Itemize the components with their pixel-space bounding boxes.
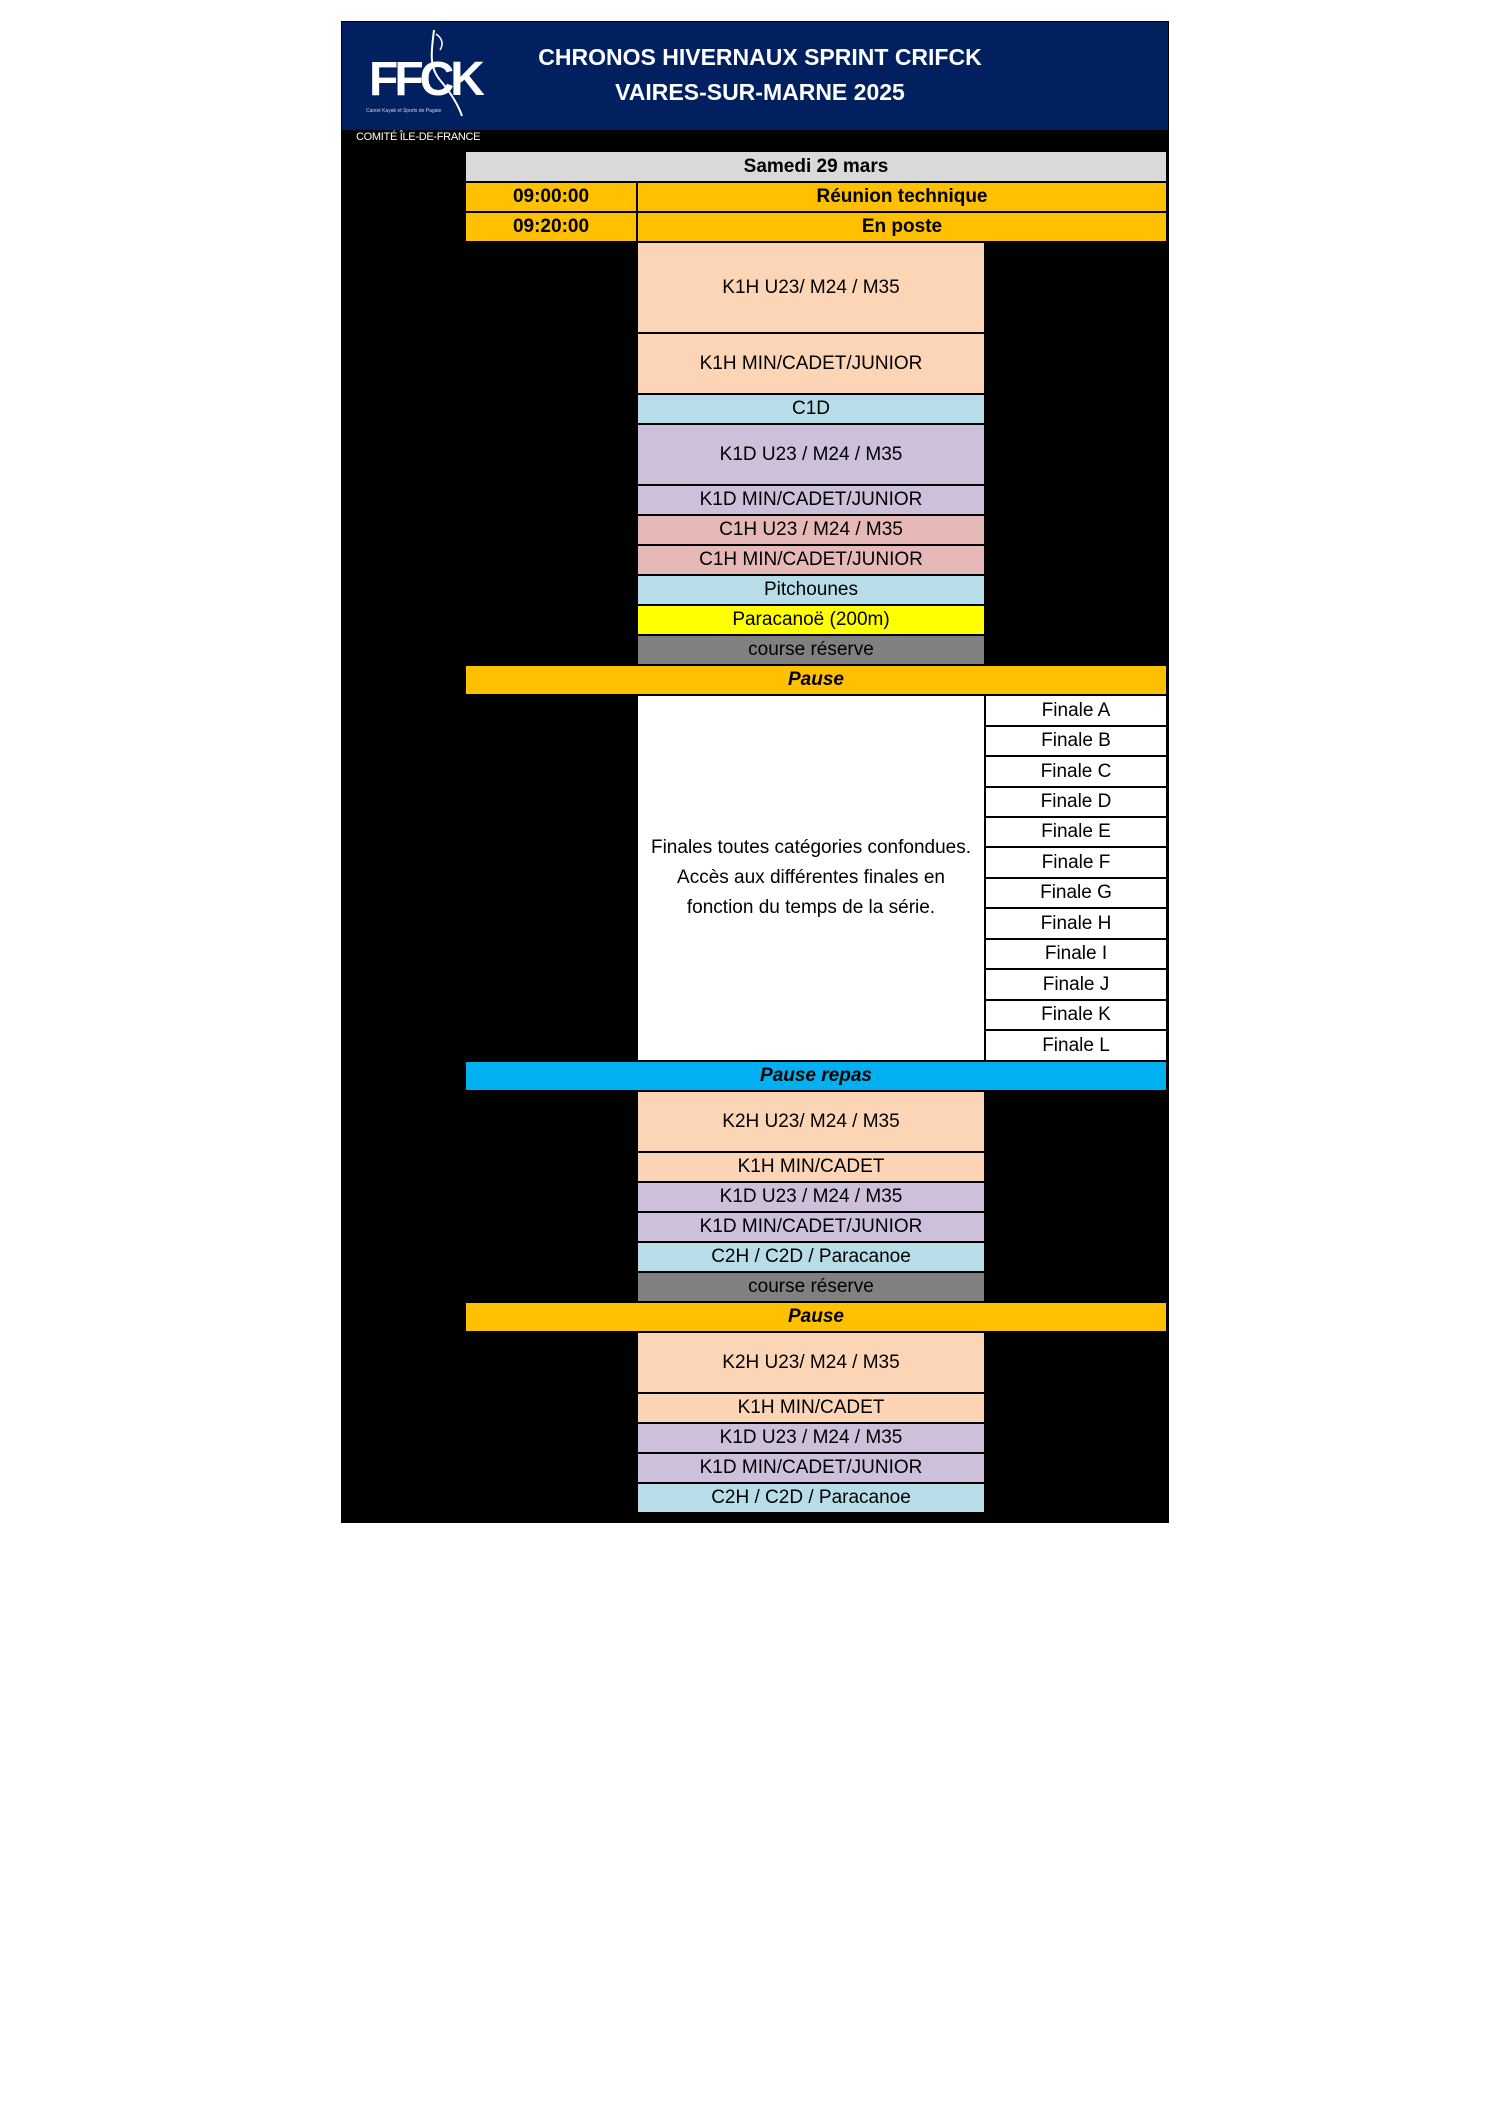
logo-word: FFCK [369,53,481,106]
race-cell: C1H U23 / M24 / M35 [637,515,985,545]
final-cell: Finale A [985,695,1167,726]
pause-row: Pause [465,665,1167,695]
race-cell: K1H U23/ M24 / M35 [637,242,985,333]
race-cell: Pitchounes [637,575,985,605]
race-cell: C2H / C2D / Paracanoe [637,1483,985,1513]
committee-label: COMITÉ ÎLE-DE-FRANCE [356,131,481,143]
race-cell: K1D MIN/CADET/JUNIOR [637,1453,985,1483]
race-cell: K1D MIN/CADET/JUNIOR [637,1212,985,1242]
race-cell: K1H MIN/CADET/JUNIOR [637,333,985,394]
final-cell: Finale I [985,939,1167,969]
race-cell: K1D U23 / M24 / M35 [637,1423,985,1453]
final-cell: Finale L [985,1030,1167,1061]
race-cell: C2H / C2D / Paracanoe [637,1242,985,1272]
logo-tagline: Canoë Kayak et Sports de Pagaie [366,108,442,114]
title-line-2: VAIRES-SUR-MARNE 2025 [615,79,905,105]
finals-description: Finales toutes catégories confondues. Accès aux différentes finales en fonction du temps de la série. [637,695,985,1061]
time-cell: 09:00:00 [465,182,637,212]
page-title [480,40,1040,110]
race-cell: K1D U23 / M24 / M35 [637,1182,985,1212]
race-cell: K2H U23/ M24 / M35 [637,1332,985,1393]
final-cell: Finale G [985,878,1167,908]
time-cell: 09:20:00 [465,212,637,242]
event-cell: Réunion technique [637,182,1167,212]
race-cell: K1D U23 / M24 / M35 [637,424,985,485]
day-header: Samedi 29 mars [465,151,1167,182]
race-cell: K1H MIN/CADET [637,1152,985,1182]
final-cell: Finale H [985,908,1167,939]
reserve-race-cell: course réserve [637,635,985,665]
lunch-break-row: Pause repas [465,1061,1167,1091]
title-line-1: CHRONOS HIVERNAUX SPRINT CRIFCK [538,44,982,70]
final-cell: Finale B [985,726,1167,756]
event-cell: En poste [637,212,1167,242]
ffck-logo [362,28,482,118]
final-cell: Finale J [985,969,1167,1000]
race-cell: C1H MIN/CADET/JUNIOR [637,545,985,575]
final-cell: Finale E [985,817,1167,847]
race-cell: K1D MIN/CADET/JUNIOR [637,485,985,515]
race-cell: K2H U23/ M24 / M35 [637,1091,985,1152]
final-cell: Finale C [985,756,1167,787]
final-cell: Finale F [985,847,1167,878]
race-cell: C1D [637,394,985,424]
pause-row: Pause [465,1302,1167,1332]
race-cell: K1H MIN/CADET [637,1393,985,1423]
reserve-race-cell: course réserve [637,1272,985,1302]
race-cell: Paracanoë (200m) [637,605,985,635]
final-cell: Finale D [985,787,1167,817]
final-cell: Finale K [985,1000,1167,1030]
